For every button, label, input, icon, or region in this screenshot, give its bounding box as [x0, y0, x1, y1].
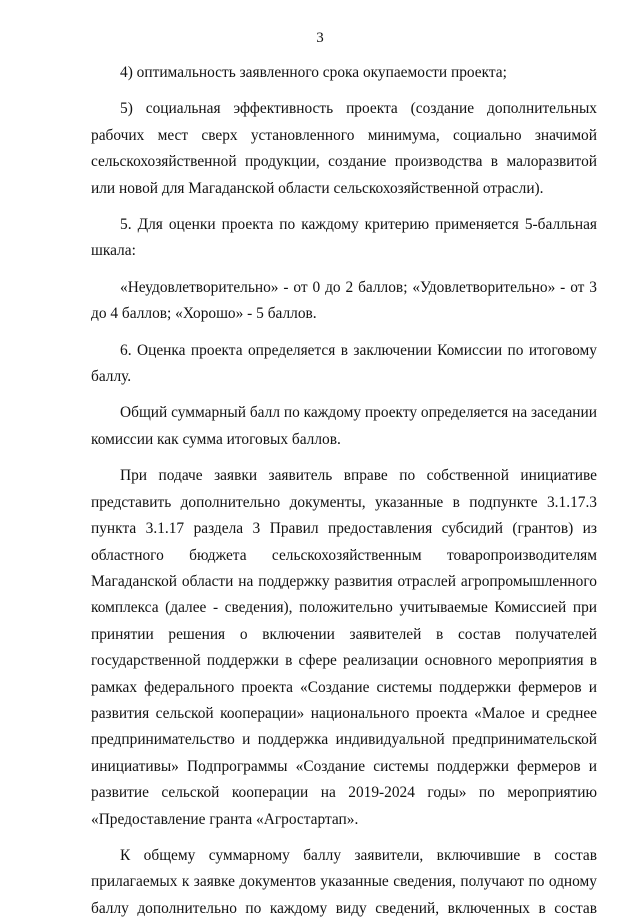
paragraph-bonus-points: К общему суммарному баллу заявители, включившие в состав прилагаемых к заявке документов указанные сведения, получают по одному баллу дополнительно по каждому виду сведений, включенных в состав [91, 846, 597, 917]
paragraph-scoring-scale: 5. Для оценки проекта по каждому критерию применяется 5-балльная шкала: [91, 216, 597, 260]
paragraph-scale-ranges: «Неудовлетворительно» - от 0 до 2 баллов; «Удовлетворительно» - от 3 до 4 баллов; «Хорошо» - 5 баллов. [91, 278, 597, 323]
paragraph-criterion-4: 4) оптимальность заявленного срока окупаемости проекта; [120, 64, 507, 81]
paragraph-total-score: Общий суммарный балл по каждому проекту определяется на заседании комиссии как сумма итоговых баллов. [91, 404, 597, 448]
paragraph-final-score: 6. Оценка проекта определяется в заключении Комиссии по итоговому баллу. [91, 341, 597, 386]
page-number: 3 [316, 30, 324, 46]
paragraph-criterion-5: 5) социальная эффективность проекта (создание дополнительных рабочих мест сверх установленного минимума, социально значимой сельскохозяйственной продукции, создание производства в малоразвитой или новой для Магаданской области сельскохозяйственной отрасли). [91, 100, 597, 197]
paragraph-additional-documents: При подаче заявки заявитель вправе по собственной инициативе представить дополнительно документы, указанные в подпункте 3.1.17.3 пункта 3.1.17 раздела 3 Правил предоставления субсидий (грантов) из областного бюджета сельскохозяйственным товаропроизводителям Магаданской области на поддержку развития отраслей агропромышленного комплекса (далее - сведения), положительно учитываемые Комиссией при принятии решения о включении заявителей в состав получателей государственной поддержки в сфере реализации основного мероприятия в рамках федерального проекта «Создание системы поддержки фермеров и развития сельской кооперации» национального проекта «Малое и среднее предпринимательство и поддержка индивидуальной предпринимательской инициативы» Подпрограммы «Создание системы поддержки фермеров и развитие сельской кооперации на 2019-2024 годы» по мероприятию «Предоставление гранта «Агростартап». [91, 467, 597, 828]
document-body [91, 60, 597, 922]
